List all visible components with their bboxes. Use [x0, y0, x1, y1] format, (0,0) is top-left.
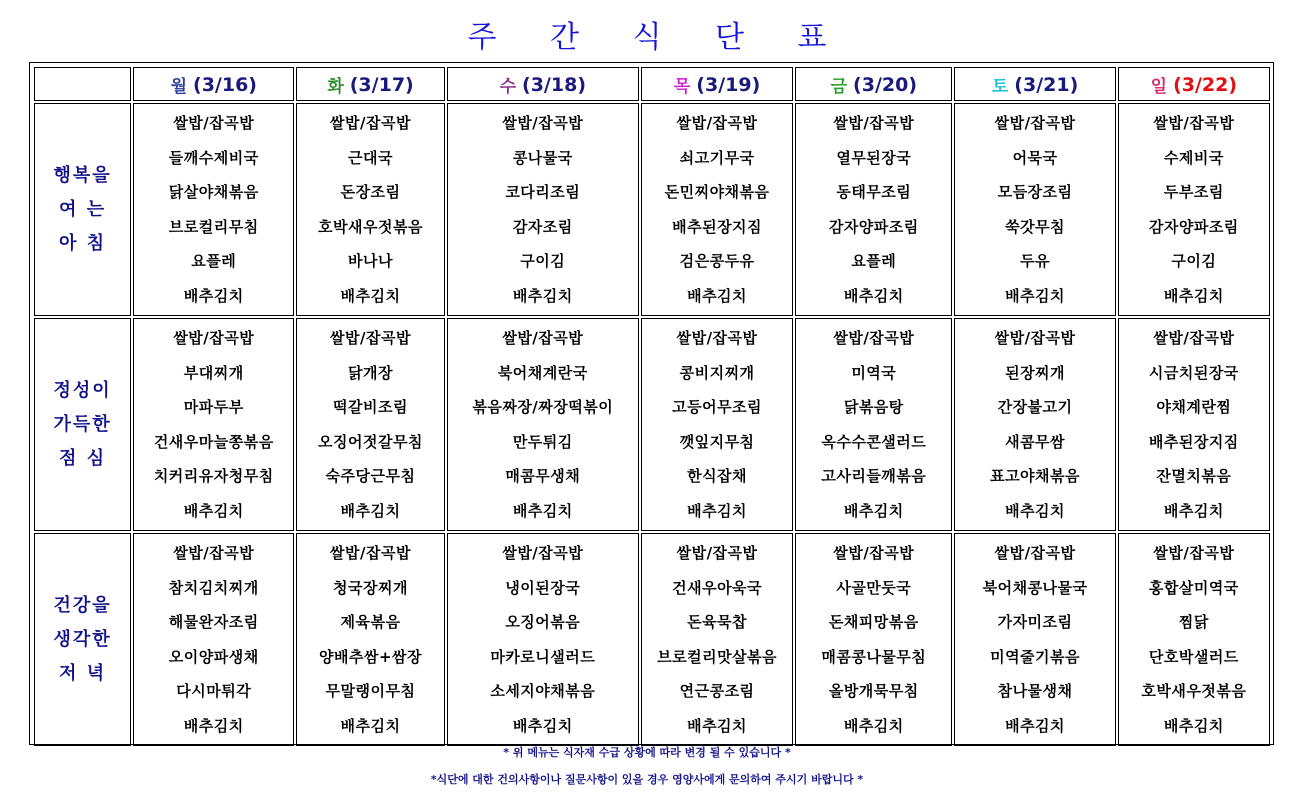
menu-cell	[1118, 103, 1270, 316]
menu-item: 오징어볶음	[505, 613, 581, 631]
menu-item: 배추김치	[1005, 501, 1066, 520]
menu-item: 돈민찌야채볶음	[664, 183, 770, 201]
menu-item: 오이양파생채	[168, 647, 259, 666]
menu-item: 북어채계란국	[497, 363, 588, 382]
menu-item: 쌀밥/잡곡밥	[173, 114, 255, 132]
menu-list	[448, 104, 638, 315]
menu-item: 새콤무쌈	[1005, 432, 1066, 451]
menu-item: 배추김치	[843, 286, 904, 305]
menu-item: 간장불고기	[997, 398, 1073, 416]
menu-item: 홍합살미역국	[1148, 578, 1239, 597]
menu-item: 냉이된장국	[505, 578, 581, 597]
menu-item: 쌀밥/잡곡밥	[676, 114, 758, 132]
page-title: 주 간 식 단 표	[467, 20, 849, 55]
menu-list	[796, 104, 951, 315]
menu-item: 치커리유자청무침	[153, 467, 274, 485]
menu-cell	[133, 318, 294, 531]
meal-label-line: 아 침	[59, 232, 107, 254]
meal-label-line: 생각한	[53, 628, 112, 650]
menu-item: 쌀밥/잡곡밥	[330, 329, 411, 347]
menu-item: 쌀밥/잡곡밥	[502, 114, 584, 132]
menu-item: 두유	[1020, 252, 1051, 270]
menu-item: 제육볶음	[340, 613, 401, 631]
menu-item: 바나나	[348, 252, 394, 270]
menu-item: 쌀밥/잡곡밥	[1153, 114, 1235, 132]
menu-item: 감자양파조림	[828, 217, 919, 236]
menu-item: 옥수수콘샐러드	[821, 432, 927, 451]
menu-item: 배추김치	[843, 501, 904, 520]
menu-cell	[795, 103, 952, 316]
menu-item: 호박새우젓볶음	[318, 217, 423, 236]
menu-item: 쌀밥/잡곡밥	[833, 544, 915, 562]
menu-item: 코다리조림	[505, 183, 581, 201]
friday-icon: 금	[830, 76, 848, 97]
menu-item: 쑥갓무침	[1005, 217, 1066, 236]
menu-item: 브로컬리맛살볶음	[657, 647, 778, 666]
menu-item: 쌀밥/잡곡밥	[173, 544, 255, 562]
menu-item: 어묵국	[1012, 148, 1058, 167]
meal-row	[34, 103, 1270, 316]
meal-label-line: 여 는	[59, 198, 107, 220]
menu-item: 찜닭	[1178, 613, 1209, 631]
menu-item: 마카로니샐러드	[490, 647, 596, 666]
menu-item: 올방개묵무침	[828, 682, 919, 700]
meal-row	[34, 533, 1270, 746]
menu-item: 고등어무조림	[672, 398, 763, 416]
menu-item: 표고야채볶음	[990, 467, 1081, 485]
menu-list	[796, 319, 951, 530]
menu-item: 연근콩조림	[679, 682, 755, 700]
menu-list	[297, 319, 443, 530]
menu-item: 사골만둣국	[836, 578, 912, 597]
menu-item: 돈채피망볶음	[828, 613, 919, 631]
menu-item: 매콤무생채	[505, 467, 581, 485]
menu-item: 쌀밥/잡곡밥	[994, 544, 1076, 562]
menu-item: 닭볶음탕	[843, 398, 904, 416]
monday-icon: 월	[170, 76, 188, 97]
menu-item: 배추김치	[1005, 716, 1066, 735]
menu-item: 배추김치	[183, 286, 244, 305]
day-header	[296, 67, 444, 101]
menu-cell	[296, 103, 444, 316]
meal-label	[34, 103, 131, 316]
menu-item: 잔멸치볶음	[1156, 467, 1232, 485]
menu-list	[134, 104, 293, 315]
menu-item: 매콤콩나물무침	[821, 647, 927, 666]
menu-cell	[954, 533, 1115, 746]
menu-item: 오징어젓갈무침	[318, 432, 423, 451]
menu-item: 배추김치	[340, 286, 401, 305]
menu-item: 배추김치	[1163, 286, 1224, 305]
menu-item: 배추김치	[183, 716, 244, 735]
menu-item: 숙주당근무침	[325, 467, 416, 485]
menu-item: 배추된장지짐	[1148, 432, 1239, 451]
menu-item: 건새우마늘쫑볶음	[153, 432, 274, 451]
menu-item: 두부조림	[1163, 183, 1224, 201]
menu-item: 쌀밥/잡곡밥	[994, 329, 1076, 347]
menu-item: 미역줄기볶음	[990, 647, 1081, 666]
menu-item: 무말랭이무침	[325, 682, 416, 700]
inquiry-text: *식단에 대한 건의사항이나 질문사항이 있을 경우 영양사에게 문의하여 주시기 바랍니다 *	[430, 773, 864, 786]
menu-item: 된장찌개	[1005, 363, 1066, 382]
day-header	[641, 67, 793, 101]
menu-list	[1119, 104, 1269, 315]
menu-cell	[133, 103, 294, 316]
menu-item: 돈장조림	[340, 183, 401, 201]
meal-label-line: 정성이	[53, 379, 112, 401]
menu-item: 동태무조림	[836, 183, 912, 201]
menu-item: 수제비국	[1163, 148, 1224, 167]
menu-item: 배추김치	[512, 716, 573, 735]
menu-item: 깻잎지무침	[679, 432, 755, 451]
sunday-icon: 일	[1150, 76, 1168, 97]
menu-list	[955, 104, 1114, 315]
menu-cell	[133, 533, 294, 746]
menu-item: 쌀밥/잡곡밥	[994, 114, 1076, 132]
menu-item: 배추김치	[687, 286, 748, 305]
menu-cell	[447, 103, 639, 316]
meal-label-line: 행복을	[53, 164, 112, 186]
menu-list	[955, 534, 1114, 745]
meal-label-line: 가득한	[53, 413, 112, 435]
menu-item: 쌀밥/잡곡밥	[330, 114, 411, 132]
menu-cell	[447, 533, 639, 746]
menu-item: 브로컬리무침	[168, 217, 259, 236]
day-date: (3/21)	[1014, 73, 1079, 96]
menu-item: 구이김	[520, 252, 566, 270]
menu-item: 쌀밥/잡곡밥	[833, 329, 915, 347]
menu-item: 마파두부	[183, 398, 244, 416]
menu-list	[1119, 319, 1269, 530]
menu-item: 떡갈비조림	[333, 398, 408, 416]
menu-list	[642, 534, 792, 745]
menu-item: 부대찌개	[183, 363, 244, 382]
menu-item: 만두튀김	[512, 432, 573, 451]
menu-item: 배추된장지짐	[672, 217, 763, 236]
meal-label-line: 점 심	[59, 447, 107, 469]
meal-label-line: 저 녁	[59, 662, 107, 684]
thursday-icon: 목	[673, 76, 691, 97]
saturday-icon: 토	[991, 76, 1009, 97]
menu-item: 쌀밥/잡곡밥	[1153, 329, 1235, 347]
meal-label	[34, 533, 131, 746]
menu-item: 배추김치	[512, 501, 573, 520]
day-date: (3/17)	[349, 73, 414, 96]
wednesday-icon: 수	[499, 76, 517, 97]
menu-list	[796, 534, 951, 745]
menu-item: 근대국	[348, 148, 394, 167]
menu-item: 배추김치	[340, 501, 401, 520]
menu-list	[955, 319, 1114, 530]
day-date: (3/22)	[1173, 73, 1238, 96]
menu-item: 배추김치	[512, 286, 573, 305]
menu-cell	[641, 103, 793, 316]
menu-list	[134, 319, 293, 530]
menu-item: 야채계란찜	[1156, 398, 1232, 416]
day-date: (3/19)	[696, 73, 761, 96]
day-header	[133, 67, 294, 101]
menu-item: 배추김치	[183, 501, 244, 520]
day-header	[795, 67, 952, 101]
menu-cell	[296, 533, 444, 746]
menu-item: 감자양파조림	[1148, 217, 1239, 236]
menu-cell	[954, 103, 1115, 316]
menu-item: 검은콩두유	[679, 252, 755, 270]
menu-item: 참나물생채	[997, 682, 1073, 700]
day-date: (3/18)	[522, 73, 586, 96]
menu-cell	[954, 318, 1115, 531]
menu-list	[1119, 534, 1269, 745]
day-date: (3/16)	[193, 73, 257, 96]
menu-item: 요플레	[851, 252, 897, 270]
menu-item: 가자미조림	[997, 613, 1073, 631]
menu-item: 배추김치	[687, 716, 748, 735]
menu-item: 쌀밥/잡곡밥	[676, 329, 758, 347]
menu-list	[448, 319, 638, 530]
day-header	[954, 67, 1115, 101]
corner-cell	[34, 67, 131, 101]
menu-item: 쇠고기무국	[679, 148, 755, 167]
menu-item: 건새우아욱국	[672, 578, 763, 597]
menu-item: 쌀밥/잡곡밥	[502, 544, 584, 562]
menu-item: 모듬장조림	[997, 183, 1073, 201]
menu-item: 쌀밥/잡곡밥	[676, 544, 758, 562]
meal-label-line: 건강을	[53, 594, 112, 616]
header-row	[34, 67, 1270, 101]
menu-item: 구이김	[1171, 252, 1217, 270]
menu-item: 쌀밥/잡곡밥	[173, 329, 255, 347]
menu-item: 양배추쌈+쌈장	[319, 647, 423, 666]
meal-label	[34, 318, 131, 531]
menu-cell	[641, 533, 793, 746]
menu-item: 쌀밥/잡곡밥	[330, 544, 411, 562]
menu-item: 고사리들깨볶음	[821, 467, 927, 485]
menu-item: 청국장찌개	[333, 578, 408, 597]
tuesday-icon: 화	[327, 76, 344, 97]
menu-cell	[1118, 533, 1270, 746]
menu-cell	[447, 318, 639, 531]
menu-list	[642, 319, 792, 530]
menu-item: 호박새우젓볶음	[1141, 682, 1247, 700]
menu-item: 참치김치찌개	[168, 578, 259, 597]
menu-item: 다시마튀각	[176, 682, 252, 700]
menu-cell	[641, 318, 793, 531]
menu-cell	[795, 533, 952, 746]
menu-item: 돈육묵찹	[687, 613, 748, 631]
menu-item: 콩비지찌개	[679, 363, 755, 382]
menu-item: 북어채콩나물국	[982, 578, 1088, 597]
menu-item: 미역국	[851, 363, 897, 382]
day-header	[447, 67, 639, 101]
menu-item: 열무된장국	[836, 148, 912, 167]
menu-list	[297, 534, 443, 745]
menu-item: 쌀밥/잡곡밥	[833, 114, 915, 132]
meal-row	[34, 318, 1270, 531]
menu-item: 닭개장	[348, 363, 394, 382]
day-header-sunday	[1118, 67, 1270, 101]
menu-item: 배추김치	[1163, 501, 1224, 520]
menu-item: 소세지야채볶음	[490, 682, 596, 700]
menu-item: 들깨수제비국	[168, 148, 259, 167]
menu-item: 해물완자조림	[168, 613, 259, 631]
menu-cell	[296, 318, 444, 531]
menu-item: 단호박샐러드	[1148, 647, 1239, 666]
menu-cell	[1118, 318, 1270, 531]
menu-item: 배추김치	[843, 716, 904, 735]
notice-text: * 위 메뉴는 식자재 수급 상황에 따라 변경 될 수 있습니다 *	[503, 746, 791, 759]
menu-item: 쌀밥/잡곡밥	[1153, 544, 1235, 562]
menu-item: 시금치된장국	[1148, 363, 1239, 382]
menu-item: 배추김치	[1005, 286, 1066, 305]
menu-item: 감자조림	[512, 217, 573, 236]
menu-list	[134, 534, 293, 745]
menu-item: 한식잡채	[687, 467, 748, 485]
weekly-menu-table	[32, 65, 1272, 748]
menu-item: 요플레	[191, 252, 237, 270]
menu-list	[297, 104, 443, 315]
menu-item: 배추김치	[687, 501, 748, 520]
menu-item: 닭살야채볶음	[168, 183, 259, 201]
menu-item: 배추김치	[340, 716, 401, 735]
menu-item: 배추김치	[1163, 716, 1224, 735]
menu-item: 콩나물국	[512, 148, 573, 167]
menu-list	[448, 534, 638, 745]
menu-list	[642, 104, 792, 315]
day-date: (3/20)	[853, 73, 918, 96]
menu-item: 쌀밥/잡곡밥	[502, 329, 584, 347]
menu-item: 볶음짜장/짜장떡볶이	[472, 398, 614, 416]
menu-cell	[795, 318, 952, 531]
